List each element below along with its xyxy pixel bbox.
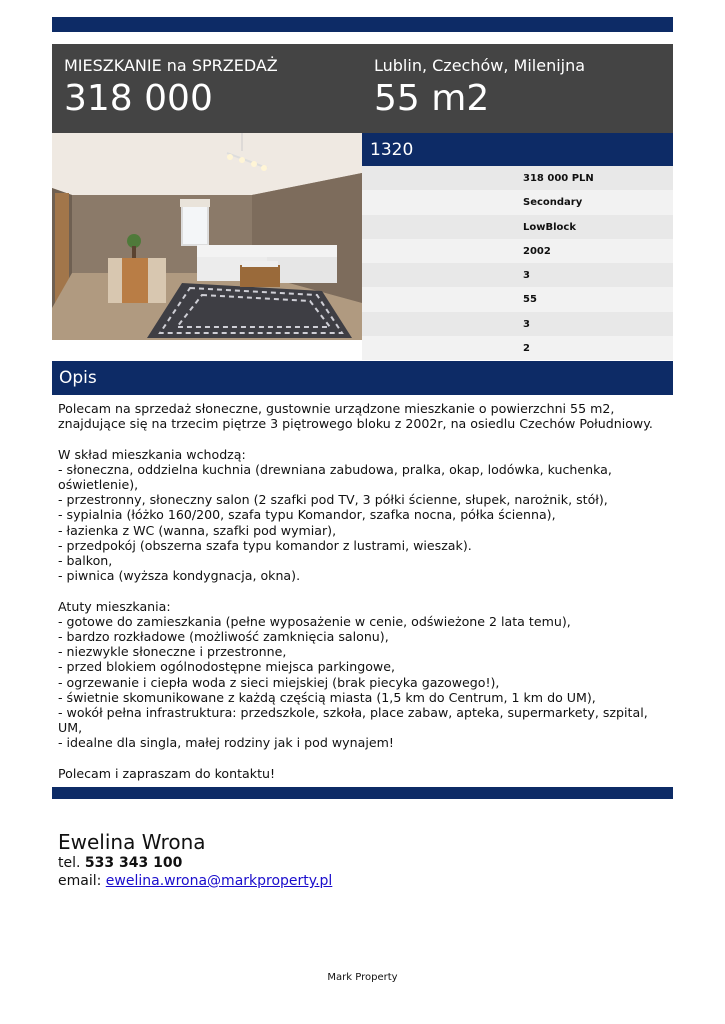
phone-label: tel. [58, 855, 81, 871]
description-intro: Polecam na sprzedaż słoneczne, gustownie urządzone mieszkanie o powierzchni 55 m2, znajdujące się na trzecim piętrze 3 piętrowego bloku z 2002r, na osiedlu Czechów Południowy. [58, 401, 653, 432]
email-link[interactable]: ewelina.wrona@markproperty.pl [105, 873, 333, 889]
agent-name: Ewelina Wrona [58, 830, 206, 854]
details-value: 2002 [523, 245, 551, 257]
header-right [374, 56, 585, 120]
description-heading-bar [52, 361, 673, 395]
details-value: Secondary [523, 197, 583, 209]
details-row [362, 239, 673, 263]
details-row [362, 190, 673, 214]
footer-company: Mark Property [327, 972, 398, 983]
agent-phone-line [58, 854, 332, 872]
details-table [362, 166, 673, 360]
details-value: 2 [523, 342, 530, 354]
details-row [362, 287, 673, 311]
description-advantages: Atuty mieszkania: - gotowe do zamieszkania (pełne wyposażenie w cenie, odświeżone 2 lata temu), - bardzo rozkładowe (możliwość zamknięcia salonu), - niezwykle słoneczne i przestronne, - przed blokiem ogólnodostępne miejsca parkingowe, - ogrzewanie i ciepła woda z sieci miejskiej (brak piecyka gazowego!), - świetnie skomunikowane z każdą częścią miasta (1,5 km do Centrum, 1 km do UM), - wokół pełna infrastruktura: przedszkole, szkoła, place zabaw, apteka, supermarkety, szpital, UM, - idealne dla singla, małej rodziny jak i pod wynajem! [58, 598, 648, 751]
listing-type: MIESZKANIE na SPRZEDAŻ [64, 56, 278, 75]
listing-price: 318 000 [64, 78, 213, 119]
details-row [362, 166, 673, 190]
agent-email-line [58, 872, 332, 890]
listing-area: 55 m2 [374, 78, 490, 119]
description-heading: Opis [59, 368, 97, 388]
details-value: 3 [523, 318, 530, 330]
bottom-accent-bar [52, 787, 673, 799]
listing-header [52, 44, 673, 133]
phone-number: 533 343 100 [84, 855, 183, 871]
details-row [362, 215, 673, 239]
details-value: 3 [523, 270, 530, 281]
listing-location: Lublin, Czechów, Milenijna [374, 56, 586, 75]
listing-id-bar [362, 133, 673, 166]
apartment-photo [52, 133, 362, 340]
listing-id: 1320 [370, 140, 414, 160]
agent-contact [58, 830, 332, 890]
description-closing: Polecam i zapraszam do kontaktu! [58, 765, 276, 781]
details-row [362, 336, 673, 360]
description-body [58, 401, 670, 781]
top-accent-bar [52, 17, 673, 32]
description-rooms: W skład mieszkania wchodzą: - słoneczna, oddzielna kuchnia (drewniana zabudowa, pralka, okap, lodówka, kuchenka, oświetlenie), - przestronny, słoneczny salon (2 szafki pod TV, 3 półki ścienne, słupek, narożnik, stół), - sypialnia (łóżko 160/200, szafa typu Komandor, szafka nocna, półka ścienna), - łazienka z WC (wanna, szafki pod wymiar), - przedpokój (obszerna szafa typu komandor z lustrami, wieszak). - balkon, - piwnica (wyższa kondygnacja, okna). [58, 446, 612, 584]
details-row [362, 312, 673, 336]
details-value: 318 000 PLN [523, 173, 594, 184]
details-value: 55 [523, 294, 537, 306]
details-row [362, 263, 673, 287]
email-label: email: [58, 873, 102, 889]
details-value: LowBlock [523, 221, 576, 233]
header-left [64, 56, 278, 120]
